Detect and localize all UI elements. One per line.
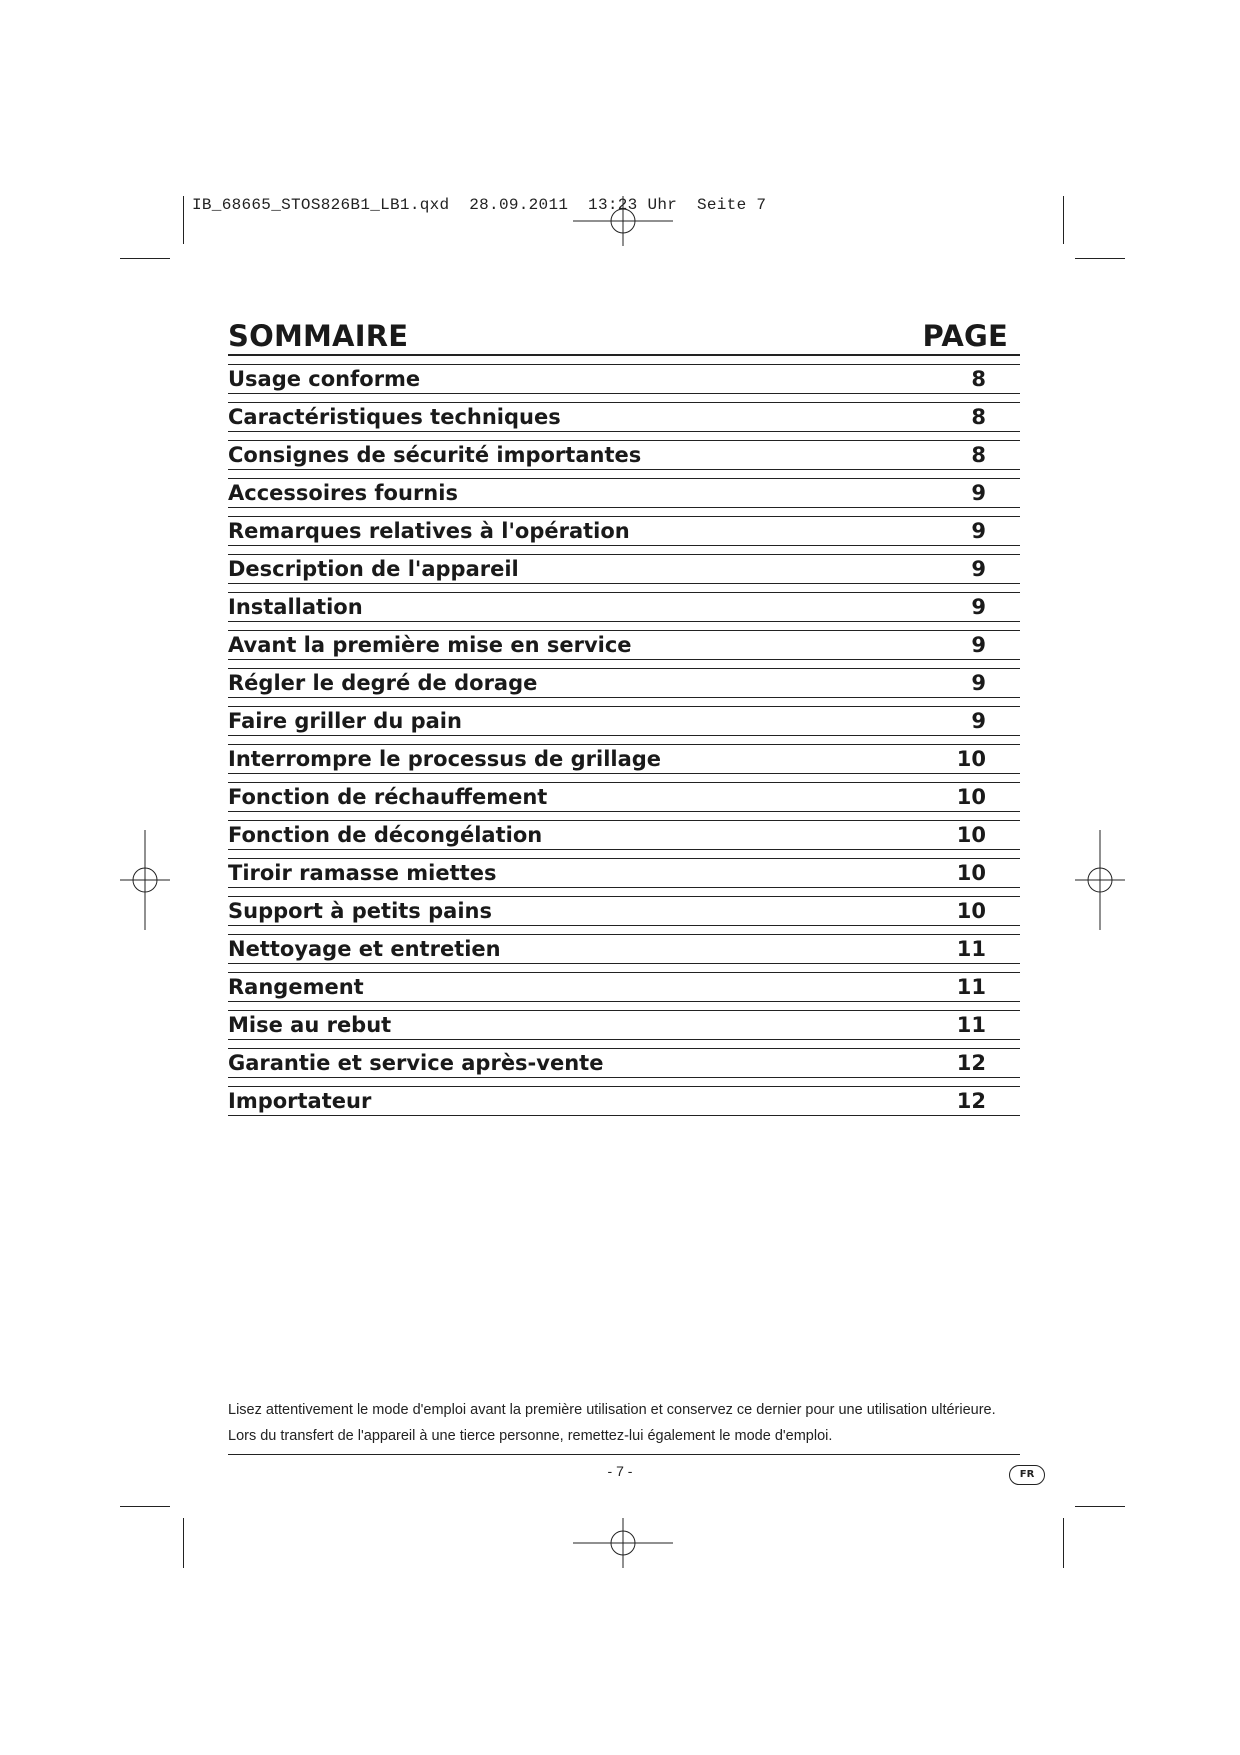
crop-mark [1075,1506,1125,1507]
instructions-note: Lisez attentivement le mode d'emploi avant la première utilisation et conservez ce dernier pour une utilisation ultérieure. Lors du transfert de l'appareil à une tierce personne, remettez-lui également le mode d'emploi. [228,1402,996,1444]
crop-mark [183,196,184,244]
toc-entry [228,478,1020,508]
toc-entry-page: 12 [956,1051,986,1075]
toc-entry-title: Régler le degré de dorage [228,671,538,695]
page-number: - 7 - [607,1463,633,1479]
toc-entry-page: 10 [956,747,986,771]
registration-mark-icon [573,1518,673,1568]
toc-entry [228,972,1020,1002]
toc-page-heading: PAGE [922,319,1008,353]
toc-entry-title: Tiroir ramasse miettes [228,861,497,885]
toc-entry-title: Importateur [228,1089,372,1113]
toc-entry-page: 9 [971,671,986,695]
toc-entry-page: 8 [971,405,986,429]
toc-entry-page: 11 [956,975,986,999]
toc-entry-title: Garantie et service après-vente [228,1051,604,1075]
crop-mark [120,1506,170,1507]
toc-entry [228,1010,1020,1040]
toc-entry-title: Avant la première mise en service [228,633,632,657]
print-slug: IB_68665_STOS826B1_LB1.qxd 28.09.2011 13:23 Uhr Seite 7 [192,196,767,214]
toc-entry [228,402,1020,432]
toc-entry-page: 11 [956,1013,986,1037]
toc-entry-title: Caractéristiques techniques [228,405,561,429]
toc-entry [228,706,1020,736]
toc-entry-page: 10 [956,861,986,885]
toc-entry-title: Faire griller du pain [228,709,462,733]
registration-mark-icon [573,196,673,246]
toc-entry [228,516,1020,546]
toc-entry [228,668,1020,698]
toc-entry-title: Rangement [228,975,364,999]
toc-header [228,318,1020,356]
toc-entry-page: 9 [971,709,986,733]
toc-entry-page: 9 [971,633,986,657]
toc-entry-title: Interrompre le processus de grillage [228,747,662,771]
toc-entry-page: 10 [956,785,986,809]
toc-entry [228,782,1020,812]
toc-entry-page: 8 [971,443,986,467]
toc-entry-page: 9 [971,595,986,619]
toc-entry-title: Fonction de décongélation [228,823,543,847]
toc-entry [228,1086,1020,1116]
toc-entry-title: Fonction de réchauffement [228,785,548,809]
toc-entry-title: Accessoires fournis [228,481,458,505]
toc-entry-title: Description de l'appareil [228,557,519,581]
toc-entry [228,934,1020,964]
crop-mark [1063,196,1064,244]
language-badge: FR [1009,1465,1045,1485]
toc-entry [228,744,1020,774]
toc-entry [228,364,1020,394]
toc-entry-page: 9 [971,519,986,543]
toc-entry [228,554,1020,584]
toc-entry [228,440,1020,470]
toc-entry-page: 9 [971,481,986,505]
toc-entry [228,858,1020,888]
toc-entry-page: 10 [956,823,986,847]
table-of-contents [228,318,1020,1116]
toc-entry [228,820,1020,850]
toc-entry-title: Nettoyage et entretien [228,937,501,961]
toc-entry-title: Mise au rebut [228,1013,392,1037]
crop-mark [1063,1518,1064,1568]
toc-title: SOMMAIRE [228,319,409,353]
toc-entry-title: Installation [228,595,363,619]
toc-entry-title: Consignes de sécurité importantes [228,443,642,467]
registration-mark-icon [1075,830,1125,930]
registration-mark-icon [120,830,170,930]
toc-entry-page: 12 [956,1089,986,1113]
toc-entry [228,592,1020,622]
footer-divider [228,1454,1020,1455]
toc-entry [228,896,1020,926]
toc-entry-title: Remarques relatives à l'opération [228,519,630,543]
toc-entry [228,1048,1020,1078]
crop-mark [183,1518,184,1568]
toc-entry [228,630,1020,660]
crop-mark [120,258,170,259]
toc-entry-page: 8 [971,367,986,391]
toc-entry-title: Usage conforme [228,367,421,391]
toc-entry-page: 10 [956,899,986,923]
crop-mark [1075,258,1125,259]
toc-entry-title: Support à petits pains [228,899,492,923]
toc-entry-page: 11 [956,937,986,961]
toc-entry-page: 9 [971,557,986,581]
